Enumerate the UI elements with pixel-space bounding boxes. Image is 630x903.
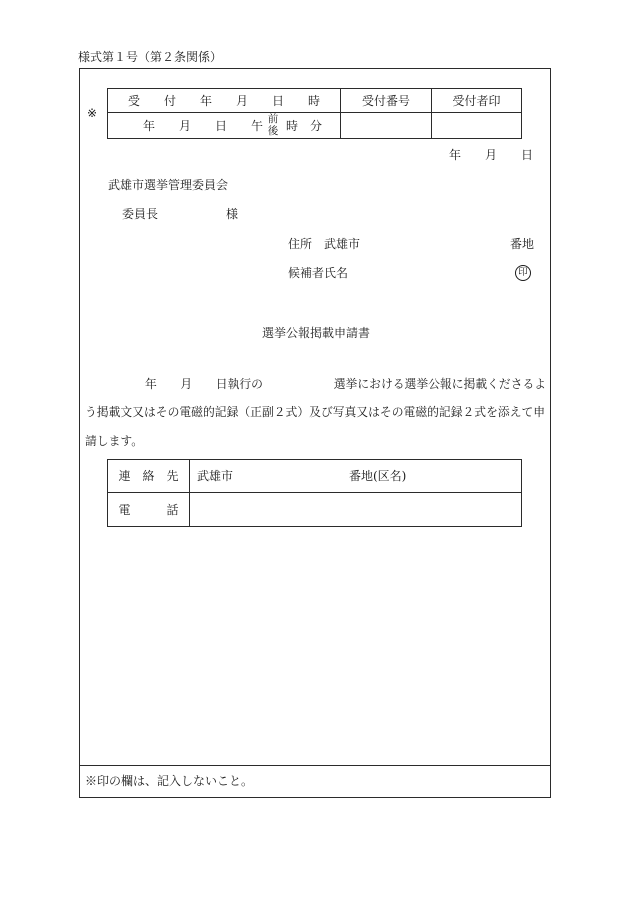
- phone-value-cell: [190, 493, 521, 526]
- reception-datetime-header: 受 付 年 月 日 時: [127, 93, 320, 108]
- contact-address-suffix: 番地(区名): [349, 469, 407, 483]
- address-city: 武雄市: [324, 237, 361, 251]
- phone-label-cell: [108, 493, 190, 526]
- candidate-name-label: 候補者氏名: [288, 266, 349, 280]
- document-title: 選挙公報掲載申請書: [262, 326, 371, 340]
- footnote: ※印の欄は、記入しないこと。: [85, 774, 254, 788]
- am-label: 前: [267, 113, 279, 125]
- office-use-mark: ※: [87, 106, 98, 120]
- addressee-honorific: 様: [226, 207, 239, 221]
- addressee-title: 委員長: [122, 207, 159, 221]
- reception-time-fields: 時 分: [286, 119, 323, 133]
- contact-city: 武雄市: [197, 469, 234, 483]
- reception-datetime-header-cell: [108, 89, 341, 113]
- body-line-2: う掲載文又はその電磁的記録（正副２式）及び写真又はその電磁的記録２式を添えて申: [85, 405, 546, 419]
- reception-number-header: 受付番号: [361, 93, 410, 108]
- reception-datetime-cell: [108, 113, 341, 138]
- am-pm-stack: [267, 113, 279, 137]
- body-line-3: 請します。: [85, 434, 144, 448]
- addressee-organization: 武雄市選挙管理委員会: [108, 178, 229, 192]
- footnote-divider: [79, 765, 551, 766]
- seal-mark-icon: 印: [515, 265, 531, 281]
- reception-table: [107, 88, 522, 139]
- form-number: 様式第１号（第２条関係）: [78, 50, 223, 64]
- contact-value-cell: [190, 460, 521, 493]
- application-date: 年 月 日: [449, 148, 534, 162]
- reception-seal-header: 受付者印: [452, 93, 501, 108]
- reception-number-cell: [341, 113, 432, 138]
- reception-seal-cell: [432, 113, 521, 138]
- contact-table: [107, 459, 522, 527]
- reception-date-fields: 年 月 日 午: [143, 119, 264, 133]
- phone-label: 電 話: [118, 502, 179, 517]
- reception-number-header-cell: [341, 89, 432, 113]
- pm-label: 後: [267, 125, 279, 137]
- contact-label-cell: [108, 460, 190, 493]
- reception-seal-header-cell: [432, 89, 521, 113]
- contact-label: 連 絡 先: [118, 469, 179, 483]
- address-label: 住所: [288, 237, 313, 251]
- body-line-1: 年 月 日執行の 選挙における選挙公報に掲載くださるよ: [145, 377, 547, 391]
- address-suffix: 番地: [510, 237, 535, 251]
